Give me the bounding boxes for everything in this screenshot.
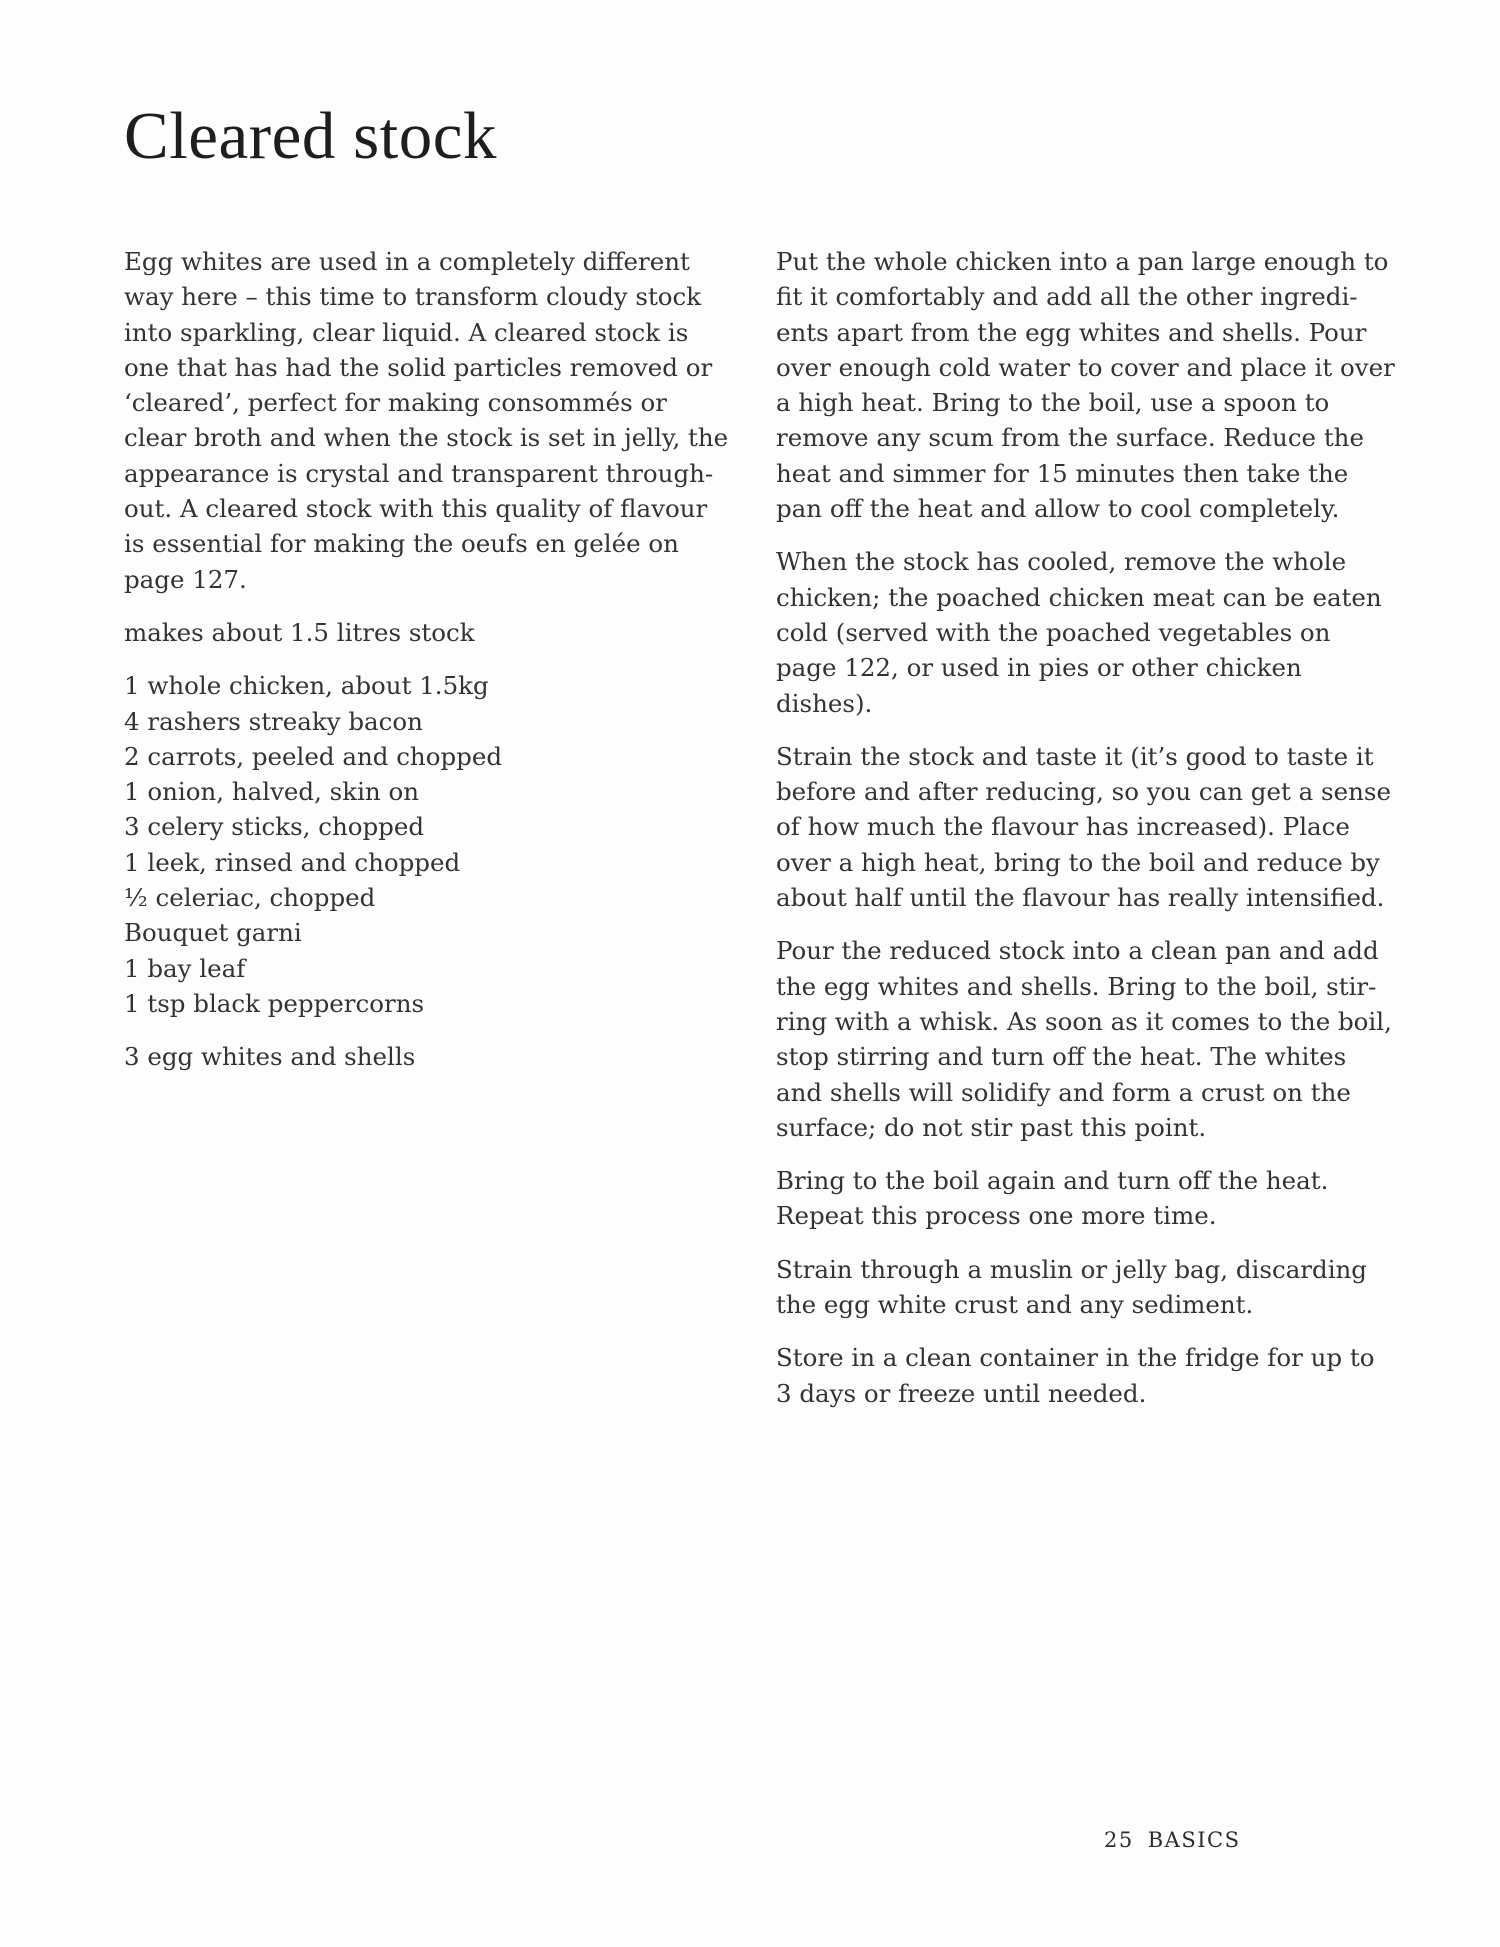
- ingredient-item: ½ celeriac, chopped: [124, 883, 376, 913]
- method-step: When the stock has cooled, remove the whole chicken; the poached chicken meat can be eaten cold (served with the poached vegetables on page 122, or used in pies or other chicken dishes).: [776, 547, 1382, 718]
- ingredient-item: 4 rashers streaky bacon: [124, 706, 423, 736]
- method-step: Pour the reduced stock into a clean pan and add the egg whites and shells. Bring to the boil, stirring with a whisk. As soon as it comes to the boil, stop stirring and turn off the heat. The whites and shells will solidify and form a crust on the surface; do not stir past this point.: [776, 936, 1392, 1142]
- left-column: [124, 244, 734, 1093]
- method-step: Bring to the boil again and turn off the heat. Repeat this process one more time.: [776, 1166, 1329, 1231]
- ingredient-item: 2 carrots, peeled and chopped: [124, 741, 503, 771]
- method-step: Strain the stock and taste it (it’s good to taste it before and after reducing, so you can get a sense of how much the flavour has increased). Place over a high heat, bring to the boil and reduce by about half until the flavour has really intensified.: [776, 741, 1391, 913]
- ingredient-item: Bouquet garni: [124, 918, 302, 948]
- method-step: Strain through a muslin or jelly bag, discarding the egg white crust and any sediment.: [776, 1254, 1367, 1320]
- recipe-yield: makes about 1.5 litres stock: [124, 617, 475, 647]
- ingredient-item: 1 bay leaf: [124, 953, 246, 983]
- method-step: Put the whole chicken into a pan large enough to fit it comfortably and add all the other ingredients apart from the egg whites and shells. Pour over enough cold water to cover and place it over a high heat. Bring to the boil, use a spoon to remove any scum from the surface. Reduce the heat and simmer for 15 minutes then take the pan off the heat and allow to cool completely.: [776, 247, 1395, 524]
- ingredient-item: 1 whole chicken, about 1.5kg: [124, 671, 489, 701]
- intro-paragraph: Egg whites are used in a completely different way here – this time to transform cloudy stock into sparkling, clear liquid. A cleared stock is one that has had the solid particles removed or ‘cleared’, perfect for making consommés or clear broth and when the stock is set in jelly, the appearance is crystal and transparent throughout. A cleared stock with this quality of flavour is essential for making the oeufs en gelée on page 127.: [124, 247, 729, 594]
- right-column: [776, 244, 1396, 1429]
- page-title: Cleared stock: [124, 99, 498, 173]
- page-number: 25: [1104, 1828, 1134, 1852]
- ingredient-list: [124, 668, 734, 1021]
- ingredient-item: 1 tsp black peppercorns: [124, 988, 425, 1018]
- ingredient-item: 1 leek, rinsed and chopped: [124, 847, 461, 877]
- page-footer: [1104, 1828, 1240, 1852]
- ingredient-item: 1 onion, halved, skin on: [124, 777, 420, 807]
- ingredient-item-egg-whites: 3 egg whites and shells: [124, 1042, 416, 1072]
- section-name: BASICS: [1147, 1828, 1241, 1852]
- ingredient-item: 3 celery sticks, chopped: [124, 812, 425, 842]
- method-step: Store in a clean container in the fridge for up to 3 days or freeze until needed.: [776, 1343, 1375, 1408]
